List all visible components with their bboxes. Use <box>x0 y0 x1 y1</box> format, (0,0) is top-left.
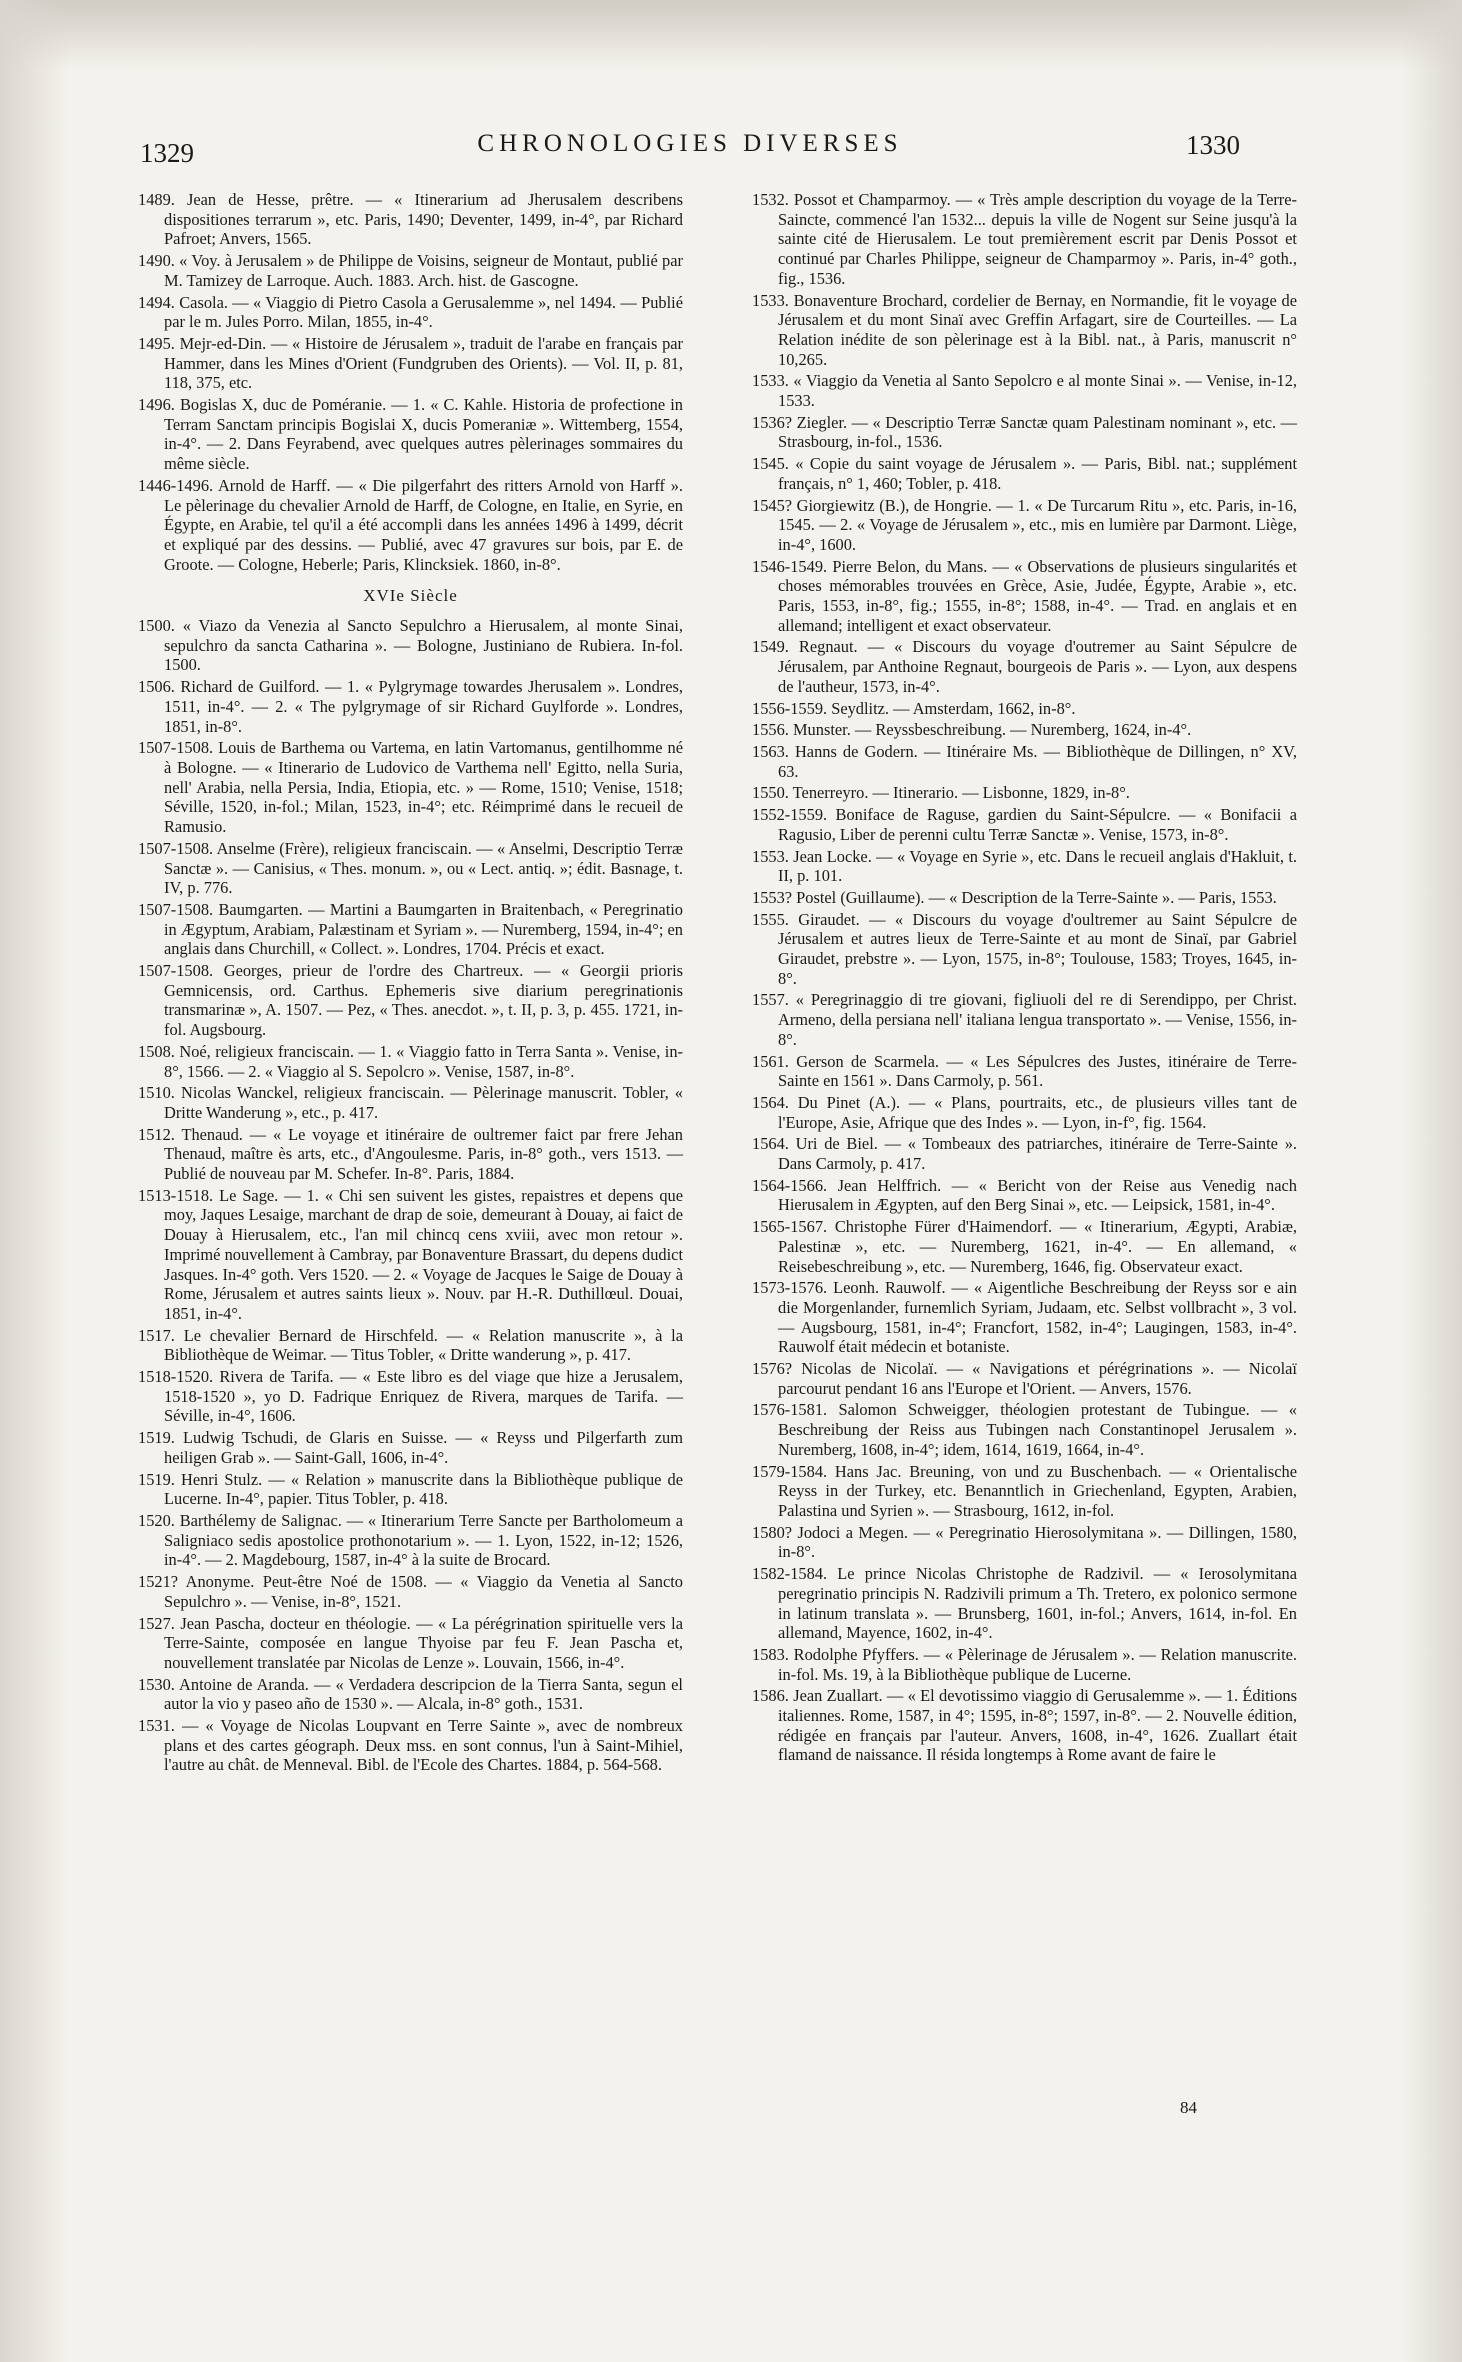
bibliography-entry: 1489. Jean de Hesse, prêtre. — « Itinerarium ad Jherusalem describens dispositiones terrarum », etc. Paris, 1490; Deventer, 1499, in-4°, par Richard Pafroet; Anvers, 1565. <box>138 190 683 249</box>
bibliography-entry: 1533. « Viaggio da Venetia al Santo Sepolcro e al monte Sinai ». — Venise, in-12, 1533. <box>752 371 1297 411</box>
bibliography-entry: 1550. Tenerreyro. — Itinerario. — Lisbonne, 1829, in-8°. <box>752 783 1130 803</box>
bibliography-entry: 1530. Antoine de Aranda. — « Verdadera descripcion de la Tierra Santa, segun el autor la vio y paseo año de 1530 ». — Alcala, in-8° goth., 1531. <box>138 1674 683 1714</box>
bibliography-entry: 1556-1559. Seydlitz. — Amsterdam, 1662, in-8°. <box>752 698 1076 718</box>
bibliography-entry: 1494. Casola. — « Viaggio di Pietro Casola a Gerusalemme », nel 1494. — Publié par le m. Jules Porro. Milan, 1855, in-4°. <box>138 292 683 332</box>
running-title: CHRONOLOGIES DIVERSES <box>477 130 903 157</box>
right-column <box>752 190 1297 1767</box>
bibliography-entry: 1510. Nicolas Wanckel, religieux franciscain. — Pèlerinage manuscrit. Tobler, « Dritte Wanderung », etc., p. 417. <box>138 1083 683 1122</box>
bibliography-entry: 1531. — « Voyage de Nicolas Loupvant en Terre Sainte », avec de nombreux plans et des cartes géograph. Deux mss. en sont connus, l'un à Saint-Mihiel, l'autre au chât. de Menneval. Bibl. de l'Ecole des Chartes. 1884, p. 564-568. <box>138 1716 683 1775</box>
bibliography-entry: 1583. Rodolphe Pfyffers. — « Pèlerinage de Jérusalem ». — Relation manuscrite. in-fol. Ms. 19, à la Bibliothèque publique de Lucerne. <box>752 1644 1297 1684</box>
signature-mark: 84 <box>1180 2098 1197 2117</box>
scan-shadow-right <box>1402 0 1462 2362</box>
bibliography-entry: 1553. Jean Locke. — « Voyage en Syrie », etc. Dans le recueil anglais d'Hakluit, t. II, p. 101. <box>752 846 1297 886</box>
bibliography-entry: 1553? Postel (Guillaume). — « Description de la Terre-Sainte ». — Paris, 1553. <box>752 887 1277 907</box>
bibliography-entry: 1564. Du Pinet (A.). — « Plans, pourtraits, etc., de plusieurs villes tant de l'Europe, Asie, Afrique que des Indes ». — Lyon, in-f°, fig. 1564. <box>752 1092 1297 1132</box>
bibliography-entry: 1517. Le chevalier Bernard de Hirschfeld. — « Relation manuscrite », à la Bibliothèque de Weimar. — Titus Tobler, « Dritte wanderung », p. 417. <box>138 1325 683 1365</box>
bibliography-entry: 1555. Giraudet. — « Discours du voyage d'oultremer au Saint Sépulcre de Jérusalem et autres lieux de Terre-Sainte et au mont de Sinaï, par Gabriel Giraudet, prebstre ». — Lyon, 1575, in-8°; Toulouse, 1583; Troyes, 1645, in-8°. <box>752 909 1297 988</box>
page-header <box>140 130 1240 180</box>
left-entries-15th-century <box>138 190 683 574</box>
bibliography-entry: 1586. Jean Zuallart. — « El devotissimo viaggio di Gerusalemme ». — 1. Éditions italiennes. Rome, 1587, in 4°; 1595, in-8°; 1597, in-8°. — 2. Nouvelle édition, rédigée en français par l'auteur. Anvers, 1608, in-4°, 1626. Zuallart était flamand de naissance. Il résida longtemps à Rome avant de faire le <box>752 1686 1297 1765</box>
bibliography-entry: 1556. Munster. — Reyssbeschreibung. — Nuremberg, 1624, in-4°. <box>752 720 1192 740</box>
bibliography-entry: 1576? Nicolas de Nicolaï. — « Navigations et pérégrinations ». — Nicolaï parcourut pendant 16 ans l'Europe et l'Orient. — Anvers, 1576. <box>752 1359 1297 1398</box>
bibliography-entry: 1507-1508. Baumgarten. — Martini a Baumgarten in Braitenbach, « Peregrinatio in Ægyptum, Arabiam, Palæstinam et Syriam ». — Nuremberg, 1594, in-4°; en anglais dans Churchill, « Collect. ». Londres, 1704. Précis et exact. <box>138 899 683 959</box>
section-title: XVIe Siècle <box>363 586 458 606</box>
bibliography-entry: 1533. Bonaventure Brochard, cordelier de Bernay, en Normandie, fit le voyage de Jérusalem et du mont Sinaï avec Greffin Arfagart, sire de Courteilles. — La Relation inédite de son pèlerinage est à la Bibl. nat., à Paris, manuscrit n° 10,265. <box>752 290 1297 369</box>
bibliography-entry: 1520. Barthélemy de Salignac. — « Itinerarium Terre Sancte per Bartholomeum a Saligniaco sedis apostolice prothonotarium ». — 1. Lyon, 1522, in-12; 1526, in-4°. — 2. Magdebourg, 1587, in-4° à la suite de Brocard. <box>138 1511 683 1570</box>
bibliography-entry: 1507-1508. Georges, prieur de l'ordre des Chartreux. — « Georgii prioris Gemnicensis, ord. Carthus. Ephemeris sive diarium peregrinationis transmarinæ », A. 1507. — Pez, « Thes. anecdot. », t. II, p. 3, p. 455. 1721, in-fol. Augsbourg. <box>138 961 683 1040</box>
bibliography-entry: 1564. Uri de Biel. — « Tombeaux des patriarches, itinéraire de Terre-Sainte ». Dans Carmoly, p. 417. <box>752 1134 1297 1174</box>
bibliography-entry: 1532. Possot et Champarmoy. — « Très ample description du voyage de la Terre-Saincte, commencé l'an 1532... depuis la ville de Nogent sur Seine jusqu'à la sainte cité de Hierusalem. Le tout premièrement escrit par Denis Possot et continué par Charles Philippe, seigneur de Champarmoy ». Paris, in-4° goth., fig., 1536. <box>752 190 1297 288</box>
bibliography-entry: 1519. Ludwig Tschudi, de Glaris en Suisse. — « Reyss und Pilgerfarth zum heiligen Grab ». — Saint-Gall, 1606, in-4°. <box>138 1428 683 1467</box>
right-entries <box>752 190 1297 1765</box>
bibliography-entry: 1552-1559. Boniface de Raguse, gardien du Saint-Sépulcre. — « Bonifacii a Ragusio, Liber de perenni cultu Terræ Sanctæ ». Venise, 1573, in-8°. <box>752 805 1297 844</box>
scan-shadow-top <box>0 0 1462 70</box>
bibliography-entry: 1536? Ziegler. — « Descriptio Terræ Sanctæ quam Palestinam nominant », etc. — Strasbourg, in-fol., 1536. <box>752 412 1297 452</box>
bibliography-entry: 1507-1508. Anselme (Frère), religieux franciscain. — « Anselmi, Descriptio Terræ Sanctæ ». — Canisius, « Thes. monum. », ou « Lect. antiq. »; édit. Basnage, t. IV, p. 776. <box>138 838 683 898</box>
bibliography-entry: 1519. Henri Stulz. — « Relation » manuscrite dans la Bibliothèque publique de Lucerne. In-4°, papier. Titus Tobler, p. 418. <box>138 1469 683 1509</box>
bibliography-entry: 1549. Regnaut. — « Discours du voyage d'outremer au Saint Sépulcre de Jérusalem, par Anthoine Regnaut, bourgeois de Paris ». — Lyon, aux despens de l'autheur, 1573, in-4°. <box>752 637 1297 696</box>
bibliography-entry: 1565-1567. Christophe Fürer d'Haimendorf. — « Itinerarium, Ægypti, Arabiæ, Palestinæ », etc. — Nuremberg, 1621, in-4°. — En allemand, « Reisebeschreibung », etc. — Nuremberg, 1646, fig. Observateur exact. <box>752 1217 1297 1276</box>
bibliography-entry: 1580? Jodoci a Megen. — « Peregrinatio Hierosolymitana ». — Dillingen, 1580, in-8°. <box>752 1522 1297 1562</box>
bibliography-entry: 1507-1508. Louis de Barthema ou Vartema, en latin Vartomanus, gentilhomme né à Bologne. — « Itinerario de Ludovico de Varthema nell' Egitto, nella Suria, nell' Arabia, nella Persia, India, Etiopia, etc. » — Rome, 1510; Venise, 1518; Séville, 1520, in-fol.; Milan, 1523, in-4°; etc. Réimprimé dans le recueil de Ramusio. <box>138 738 683 837</box>
bibliography-entry: 1521? Anonyme. Peut-être Noé de 1508. — « Viaggio da Venetia al Sancto Sepulchro ». — Venise, in-8°, 1521. <box>138 1572 683 1611</box>
bibliography-entry: 1446-1496. Arnold de Harff. — « Die pilgerfahrt des ritters Arnold von Harff ». Le pèlerinage du chevalier Arnold de Harff, de Cologne, en Italie, en Syrie, en Égypte, en Arabie, tel qu'il a été accompli dans les années 1496 à 1499, décrit et expliqué par des dessins. — Publié, avec 47 gravures sur bois, par E. de Groote. — Cologne, Heberle; Paris, Klincksiek. 1860, in-8°. <box>138 475 683 574</box>
bibliography-entry: 1495. Mejr-ed-Din. — « Histoire de Jérusalem », traduit de l'arabe en français par Hammer, dans les Mines d'Orient (Fundgruben des Orients). — Vol. II, p. 81, 118, 375, etc. <box>138 333 683 393</box>
page-number-right: 1330 <box>1186 130 1240 160</box>
left-column <box>138 190 683 1777</box>
left-entries-16th-century <box>138 616 683 1775</box>
bibliography-entry: 1500. « Viazo da Venezia al Sancto Sepulchro a Hierusalem, al monte Sinai, sepulchro da sancta Catharina ». — Bologne, Justiniano de Rubiera. In-fol. 1500. <box>138 616 683 675</box>
bibliography-entry: 1545? Giorgiewitz (B.), de Hongrie. — 1. « De Turcarum Ritu », etc. Paris, in-16, 1545. — 2. « Voyage de Jérusalem », etc., mis en lumière par Darmont. Liège, in-4°, 1600. <box>752 495 1297 554</box>
bibliography-entry: 1563. Hanns de Godern. — Itinéraire Ms. — Bibliothèque de Dillingen, n° XV, 63. <box>752 741 1297 781</box>
scan-shadow-left <box>0 0 70 2362</box>
bibliography-entry: 1561. Gerson de Scarmela. — « Les Sépulcres des Justes, itinéraire de Terre-Sainte en 1561 ». Dans Carmoly, p. 561. <box>752 1051 1297 1091</box>
bibliography-entry: 1512. Thenaud. — « Le voyage et itinéraire de oultremer faict par frere Jehan Thenaud, maître ès arts, etc., d'Angoulesme. Paris, in-8° goth., vers 1513. — Publié de nouveau par M. Schefer. In-8°. Paris, 1884. <box>138 1124 683 1184</box>
bibliography-entry: 1582-1584. Le prince Nicolas Christophe de Radzivil. — « Ierosolymitana peregrinatio principis N. Radzivili primum a Th. Tretero, ex polonico sermone in latinum translata ». — Brunsberg, 1601, in-fol.; Anvers, 1614, in-fol. En allemand, Mayence, 1602, in-4°. <box>752 1564 1297 1643</box>
bibliography-entry: 1518-1520. Rivera de Tarifa. — « Este libro es del viage que hize a Jerusalem, 1518-1520 », yo D. Fadrique Enriquez de Rivera, marques de Tarifa. — Séville, in-4°, 1606. <box>138 1367 683 1426</box>
bibliography-entry: 1557. « Peregrinaggio di tre giovani, figliuoli del re di Serendippo, per Christ. Armeno, della persiana nell' italiana lengua transportato ». — Venise, 1556, in-8°. <box>752 990 1297 1049</box>
bibliography-entry: 1546-1549. Pierre Belon, du Mans. — « Observations de plusieurs singularités et choses mémorables trouvées en Grèce, Asie, Judée, Égypte, Arabie », etc. Paris, 1553, in-8°, fig.; 1555, in-8°; 1588, in-4°. — Trad. en anglais et en allemand; intelligent et exact observateur. <box>752 556 1297 635</box>
bibliography-entry: 1490. « Voy. à Jerusalem » de Philippe de Voisins, seigneur de Montaut, publié par M. Tamizey de Larroque. Auch. 1883. Arch. hist. de Gascogne. <box>138 251 683 290</box>
bibliography-entry: 1545. « Copie du saint voyage de Jérusalem ». — Paris, Bibl. nat.; supplément français, n° 1, 460; Tobler, p. 418. <box>752 454 1297 493</box>
bibliography-entry: 1573-1576. Leonh. Rauwolf. — « Aigentliche Beschreibung der Reyss sor e ain die Morgenlander, furnemlich Syriam, Judaam, etc. Selbst vollbracht », 3 vol. — Augsbourg, 1581, in-4°; Francfort, 1582, in-4°; Laugingen, 1583, in-4°. Rauwolf était médecin et botaniste. <box>752 1278 1297 1357</box>
page-number-left: 1329 <box>140 138 194 168</box>
bibliography-entry: 1527. Jean Pascha, docteur en théologie. — « La pérégrination spirituelle vers la Terre-Sainte, composée en langue Thyoise par feu F. Jean Pascha et, nouvellement translatée par Nicolas de Lenze ». Louvain, 1566, in-4°. <box>138 1613 683 1672</box>
bibliography-entry: 1513-1518. Le Sage. — 1. « Chi sen suivent les gistes, repaistres et depens que moy, Jaques Lesaige, marchant de drap de soie, demeurant à Douay, ai faict de Douay à Hierusalem, etc., l'an mil chincq cens xviii, avec mon retour ». Imprimé nouvellement à Cambray, par Bonaventure Brassart, du depens dudict Jasques. In-4° goth. Vers 1520. — 2. « Voyage de Jacques le Saige de Douay à Rome, Jérusalem et autres saints lieux ». Nouv. par H.-R. Duthillœul. Douai, 1851, in-4°. <box>138 1185 683 1323</box>
bibliography-entry: 1508. Noé, religieux franciscain. — 1. « Viaggio fatto in Terra Santa ». Venise, in-8°, 1566. — 2. « Viaggio al S. Sepolcro ». Venise, 1587, in-8°. <box>138 1041 683 1081</box>
bibliography-entry: 1564-1566. Jean Helffrich. — « Bericht von der Reise aus Venedig nach Hierusalem in Ægypten, auf den Berg Sinai », etc. — Leipsick, 1581, in-4°. <box>752 1175 1297 1215</box>
bibliography-entry: 1576-1581. Salomon Schweigger, théologien protestant de Tubingue. — « Beschreibung der Reiss aus Tubingen nach Constantinopel Jerusalem ». Nuremberg, 1608, in-4°; idem, 1614, 1619, 1664, in-4°. <box>752 1400 1297 1459</box>
bibliography-entry: 1579-1584. Hans Jac. Breuning, von und zu Buschenbach. — « Orientalische Reyss in der Turkey, etc. Benanntlich in Griechenland, Egypten, Arabien, Palastina und Syrien ». — Strasbourg, 1612, in-fol. <box>752 1461 1297 1520</box>
bibliography-entry: 1506. Richard de Guilford. — 1. « Pylgrymage towardes Jherusalem ». Londres, 1511, in-4°. — 2. « The pylgrymage of sir Richard Guylforde ». Londres, 1851, in-8°. <box>138 677 683 736</box>
bibliography-entry: 1496. Bogislas X, duc de Poméranie. — 1. « C. Kahle. Historia de profectione in Terram Sanctam principis Bogislai X, ducis Pomeraniæ ». Wittemberg, 1554, in-4°. — 2. Dans Feyrabend, avec quelques autres pèlerinages sommaires du même siècle. <box>138 395 683 474</box>
